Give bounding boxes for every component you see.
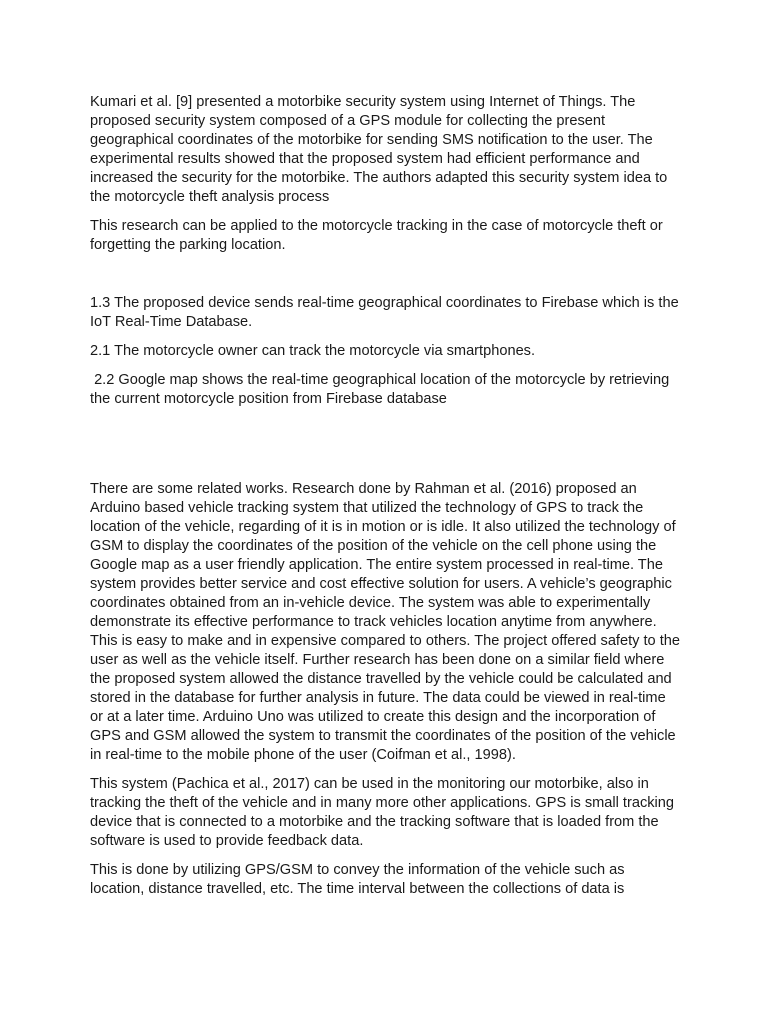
paragraph-item-1-3: 1.3 The proposed device sends real-time geographical coordinates to Firebase which is the IoT Real-Time Database. bbox=[90, 295, 683, 330]
paragraph-pachica: This system (Pachica et al., 2017) can be used in the monitoring our motorbike, also in tracking the theft of the vehicle and in many more other applications. GPS is small tracking device that is connected to a motorbike and the tracking software that is loaded from the software is used to provide feedback data. bbox=[90, 776, 675, 849]
paragraph-related-works: There are some related works. Research done by Rahman et al. (2016) proposed an Arduino based vehicle tracking system that utilized the technology of GPS to track the location of the vehicle, regarding of it is in motion or is idle. It also utilized the technology of GSM to display the coordinates of the position of the vehicle on the cell phone using the Google map as a user friendly application. The entire system processed in real-time. The system provides better service and cost effective solution for users. A vehicle’s geographic coordinates obtained from an in-vehicle device. The system was able to experimentally demonstrate its effective performance to track vehicles location anytime from anywhere. This is easy to make and in expensive compared to others. The project offered safety to the user as well as the vehicle itself. Further research has been done on a similar field where the proposed system allowed the distance travelled by the vehicle could be calculated and stored in the database for further analysis in future. The data could be viewed in real-time or at a later time. Arduino Uno was utilized to create this design and the incorporation of GPS and GSM allowed the system to transmit the coordinates of the position of the vehicle in real-time to the mobile phone of the user (Coifman et al., 1998). bbox=[90, 481, 681, 763]
paragraph-gps-gsm: This is done by utilizing GPS/GSM to convey the information of the vehicle such as location, distance travelled, etc. The time interval between the collections of data is bbox=[90, 862, 625, 897]
document-page bbox=[90, 93, 682, 899]
paragraph-item-2-2: 2.2 Google map shows the real-time geographical location of the motorcycle by retrieving the current motorcycle position from Firebase database bbox=[90, 372, 674, 407]
paragraph-research-application: This research can be applied to the motorcycle tracking in the case of motorcycle theft or forgetting the parking location. bbox=[90, 218, 663, 253]
paragraph-item-2-1: 2.1 The motorcycle owner can track the motorcycle via smartphones. bbox=[90, 343, 536, 359]
paragraph-kumari: Kumari et al. [9] presented a motorbike security system using Internet of Things. The proposed security system composed of a GPS module for collecting the present geographical coordinates of the motorbike for sending SMS notification to the user. The experimental results showed that the proposed system had efficient performance and increased the security for the motorbike. The authors adapted this security system idea to the motorcycle theft analysis process bbox=[90, 94, 668, 205]
